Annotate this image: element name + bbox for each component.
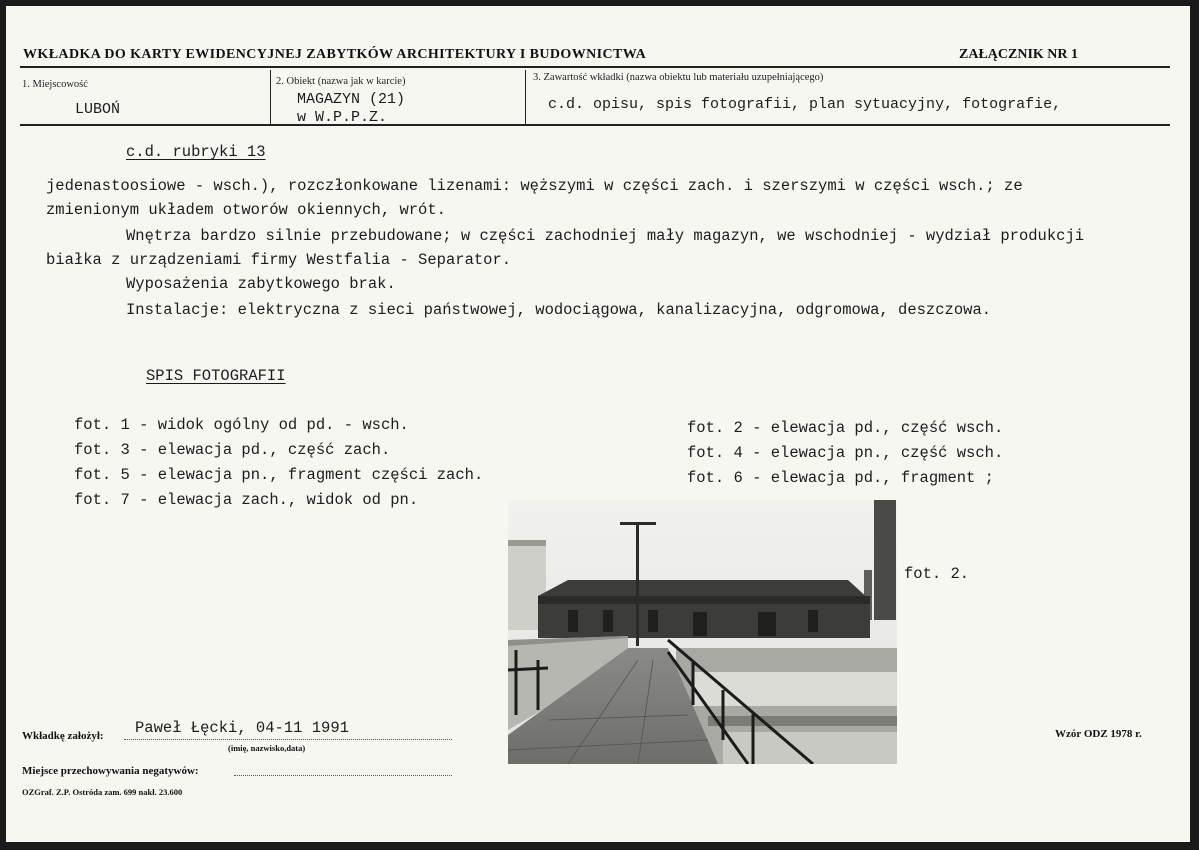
photo-list-left-1: fot. 1 - widok ogólny od pd. - wsch. [74,416,409,434]
locality-value: LUBOŃ [75,101,121,118]
photograph-scene [508,500,897,764]
photo-list-left-4: fot. 7 - elewacja zach., widok od pn. [74,491,419,509]
body-line-6: Instalacje: elektryczna z sieci państwowej, wodociągowa, kanalizacyjna, odgromowa, deszczowa. [126,301,992,319]
form-title: WKŁADKA DO KARTY EWIDENCYJNEJ ZABYTKÓW ARCHITEKTURY I BUDOWNICTWA [23,47,647,62]
photo-list-left-2: fot. 3 - elewacja pd., część zach. [74,441,391,459]
body-line-1: jedenastoosiowe - wsch.), rozczłonkowane lizenami: węższymi w części zach. i szerszymi w części wsch.; ze [46,177,1023,195]
object-value-line1: MAGAZYN (21) [297,91,406,108]
content-label: 3. Zawartość wkładki (nazwa obiektu lub materiału uzupełniającego) [533,72,824,83]
body-line-3: Wnętrza bardzo silnie przebudowane; w części zachodniej mały magazyn, we wschodniej - wydział produkcji [126,227,1085,245]
founded-label: Wkładkę założył: [22,730,104,742]
body-line-2: zmienionym układem otworów okiennych, wrót. [46,201,446,219]
content-value: c.d. opisu, spis fotografii, plan sytuacyjny, fotografie, [548,96,1062,113]
photo-list-left-3: fot. 5 - elewacja pn., fragment części zach. [74,466,484,484]
photo-list-right-2: fot. 4 - elewacja pn., część wsch. [687,444,1004,462]
annex-label: ZAŁĄCZNIK NR 1 [959,47,1079,62]
section-heading: c.d. rubryki 13 [126,143,266,161]
photo-list-heading: SPIS FOTOGRAFII [146,367,286,385]
photo-list-right-3: fot. 6 - elewacja pd., fragment ; [687,469,994,487]
photograph [508,500,897,764]
photo-caption: fot. 2. [904,565,970,583]
object-label: 2. Obiekt (nazwa jak w karcie) [276,76,406,87]
negatives-label: Miejsce przechowywania negatywów: [22,765,199,777]
object-value-line2: w W.P.P.Z. [297,109,388,126]
founded-dotted-line [124,739,452,740]
negatives-dotted-line [234,775,452,776]
header-rule [20,66,1170,68]
body-line-4: białka z urządzeniami firmy Westfalia - Separator. [46,251,512,269]
founded-value: Paweł Łęcki, 04-11 1991 [135,719,349,737]
template-label: Wzór ODZ 1978 r. [1055,728,1142,740]
body-line-5: Wyposażenia zabytkowego brak. [126,275,396,293]
record-card [6,6,1190,842]
field-divider-2 [525,70,526,125]
field-divider-1 [270,70,271,125]
founded-hint: (imię, nazwisko,data) [228,743,306,753]
field-row-rule [20,124,1170,126]
locality-label: 1. Miejscowość [22,79,88,90]
photo-list-right-1: fot. 2 - elewacja pd., część wsch. [687,419,1004,437]
printer-info: OZGraf. Z.P. Ostróda zam. 699 nakł. 23.600 [22,787,183,797]
